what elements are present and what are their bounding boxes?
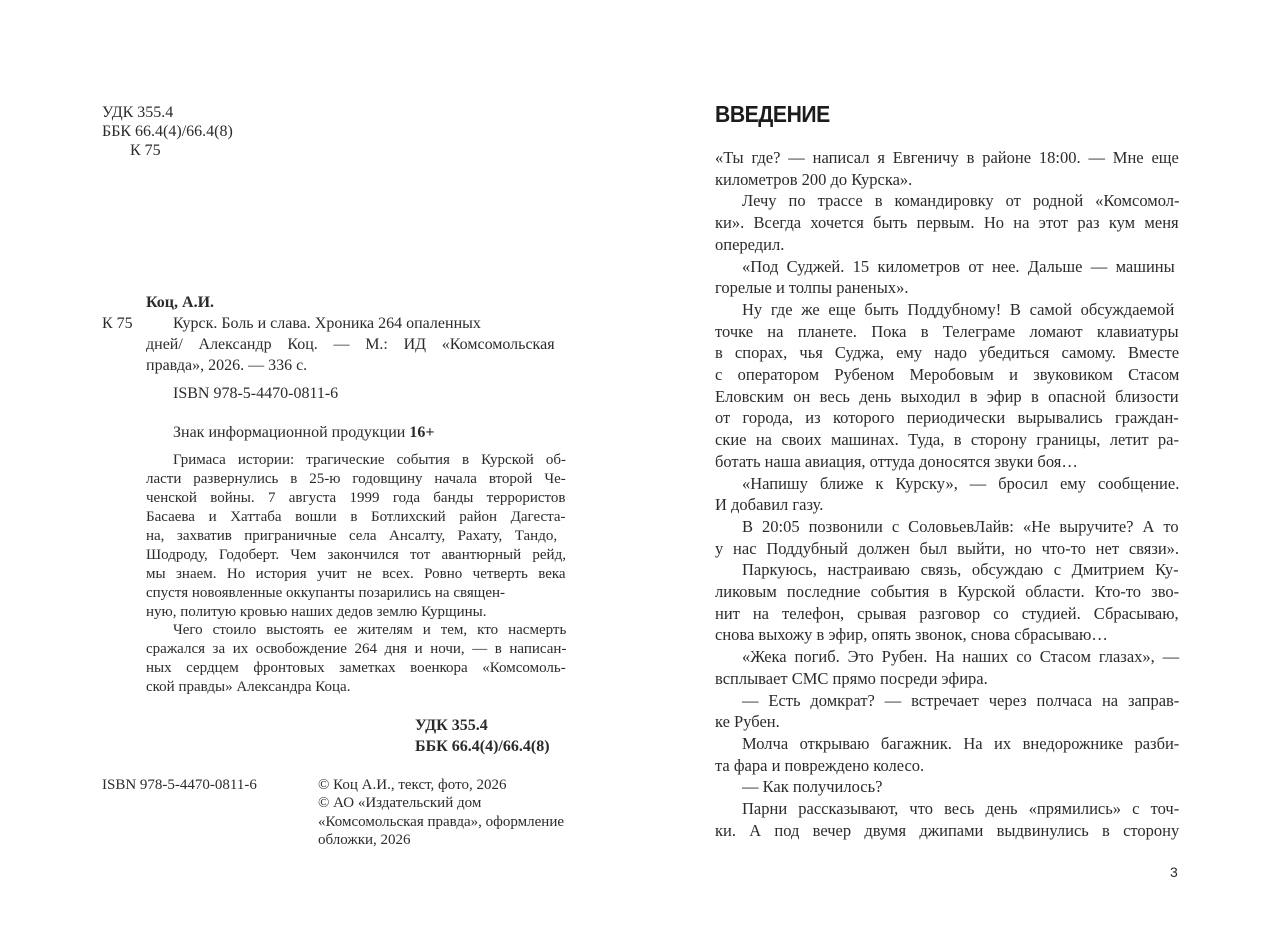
bottom-bbk: ББК 66.4(4)/66.4(8)	[415, 738, 550, 755]
body-line: — Есть домкрат? — встречает через полчаса на заправ-	[742, 690, 1180, 710]
body-line: с оператором Рубеном Меробовым и звуковиком Стасом	[715, 365, 1180, 384]
annotation-line: мы знаем. Но история учит не всех. Ровно четверть века	[146, 566, 566, 582]
body-line: ки. А под вечер двумя джипами выдвинулись в сторону	[715, 820, 1180, 840]
age-rating-value: 16+	[409, 424, 435, 441]
body-line: у нас Поддубный должен был выйти, но что-то нет связи».	[715, 538, 1180, 558]
page-number: 3	[1170, 864, 1178, 880]
body-line: Лечу по трассе в командировку от родной «Комсомол-	[742, 191, 1180, 211]
body-line: точке на планете. Пока в Телеграме ломают клавиатуры	[715, 321, 1179, 341]
body-line: Ну где же еще быть Поддубному! В самой обсуждаемой	[742, 299, 1175, 319]
body-line: Паркуюсь, настраиваю связь, обсуждаю с Дмитрием Ку-	[742, 560, 1179, 580]
body-line: километров 200 до Курска».	[715, 169, 913, 189]
annotation-line: Шодроду, Годоберт. Чем закончился тот авантюрный рейд,	[146, 547, 566, 563]
body-line: «Жека погиб. Это Рубен. На наших со Стасом глазах», —	[742, 647, 1180, 667]
body-line: горелые и толпы раненых».	[715, 278, 909, 298]
annotation-line: Гримаса истории: трагические события в Курской об-	[173, 452, 566, 468]
author-heading: Коц, А.И.	[146, 294, 215, 311]
annotation-line: ную, политую кровью наших дедов землю Курщины.	[146, 604, 487, 620]
copyright-line: © АО «Издательский дом	[318, 795, 482, 811]
annotation-line: на, захватив приграничные села Ансалту, Рахату, Тандо,	[146, 528, 558, 544]
body-line: ликовым последние события в Курской области. Кто-то зво-	[715, 582, 1180, 601]
description-line: Курск. Боль и слава. Хроника 264 опаленных	[173, 315, 481, 332]
annotation-line: Басаева и Хаттаба вошли в Ботлихский район Дагеста-	[146, 509, 566, 525]
annotation-line: спустя новоявленные оккупанты позарились на священ-	[146, 585, 506, 601]
introduction-page	[640, 0, 1280, 927]
body-line: ские на своих машинах. Туда, в сторону границы, летит ра-	[715, 430, 1179, 450]
body-line: ке Рубен.	[715, 712, 780, 732]
card-author-mark: К 75	[102, 315, 133, 332]
body-line: Молча открываю багажник. На их внедорожнике разби-	[742, 733, 1180, 753]
annotation-line: ных сердцем фронтовых заметках военкора «Комсомоль-	[146, 660, 566, 676]
body-line: — Как получилось?	[742, 777, 883, 797]
annotation-line: ченской войны. 7 августа 1999 года банды террористов	[146, 490, 566, 506]
body-line: И добавил газу.	[715, 495, 824, 515]
body-line: всплывает СМС прямо посреди эфира.	[715, 668, 988, 688]
body-line: та фара и повреждено колесо.	[715, 755, 925, 775]
copyright-line: © Коц А.И., текст, фото, 2026	[318, 777, 507, 793]
isbn: ISBN 978-5-4470-0811-6	[173, 385, 339, 402]
footer-isbn: ISBN 978-5-4470-0811-6	[102, 777, 257, 793]
bottom-udk: УДК 355.4	[415, 717, 488, 734]
bbk-code: ББК 66.4(4)/66.4(8)	[102, 123, 233, 140]
body-line: «Напишу ближе к Курску», — бросил ему сообщение.	[742, 473, 1180, 493]
annotation-line: ласти развернулись в 25-ю годовщину начала второй Че-	[146, 471, 566, 487]
age-rating	[173, 423, 434, 442]
body-line: опередил.	[715, 234, 785, 254]
body-line: в спорах, чья Суджа, ему надо убедиться самому. Вместе	[715, 343, 1180, 363]
body-line: Парни рассказывают, что весь день «прямились» с точ-	[742, 799, 1180, 818]
body-line: ботать наша авиация, оттуда доносятся звуки боя…	[715, 451, 1078, 471]
body-line: «Под Суджей. 15 километров от нее. Дальше — машины	[742, 256, 1175, 276]
age-rating-label: Знак информационной продукции	[173, 424, 406, 441]
body-line: нит на телефон, срывая разговор со студией. Сбрасываю,	[715, 603, 1179, 623]
description-line: правда», 2026. — 336 с.	[146, 357, 308, 374]
annotation-line: ской правды» Александра Коца.	[146, 679, 351, 695]
annotation-line: сражался за их освобождение 264 дня и ночи, — в написан-	[146, 641, 567, 657]
udk-code: УДК 355.4	[102, 104, 174, 121]
body-line: снова выхожу в эфир, опять звонок, снова сбрасываю…	[715, 625, 1108, 645]
author-mark: К 75	[130, 142, 161, 159]
copyright-line: обложки, 2026	[318, 832, 411, 848]
body-line: «Ты где? — написал я Евгеничу в районе 18:00. — Мне еще	[715, 148, 1179, 167]
body-line: от города, из которого периодически вырывались граждан-	[715, 408, 1179, 428]
body-line: ки». Всегда хочется быть первым. Но на этот раз кум меня	[715, 213, 1179, 233]
body-line: В 20:05 позвонили с СоловьевЛайв: «Не выручите? А то	[742, 516, 1179, 536]
description-line: дней/ Александр Коц. — М.: ИД «Комсомольская	[146, 336, 555, 353]
copyright-line: «Комсомольская правда», оформление	[318, 814, 565, 830]
chapter-heading: ВВЕДЕНИЕ	[715, 101, 830, 127]
body-line: Еловским он весь день выходил в эфир в опасной близости	[715, 386, 1179, 406]
annotation-line: Чего стоило выстоять ее жителям и тем, кто насмерть	[173, 622, 567, 638]
